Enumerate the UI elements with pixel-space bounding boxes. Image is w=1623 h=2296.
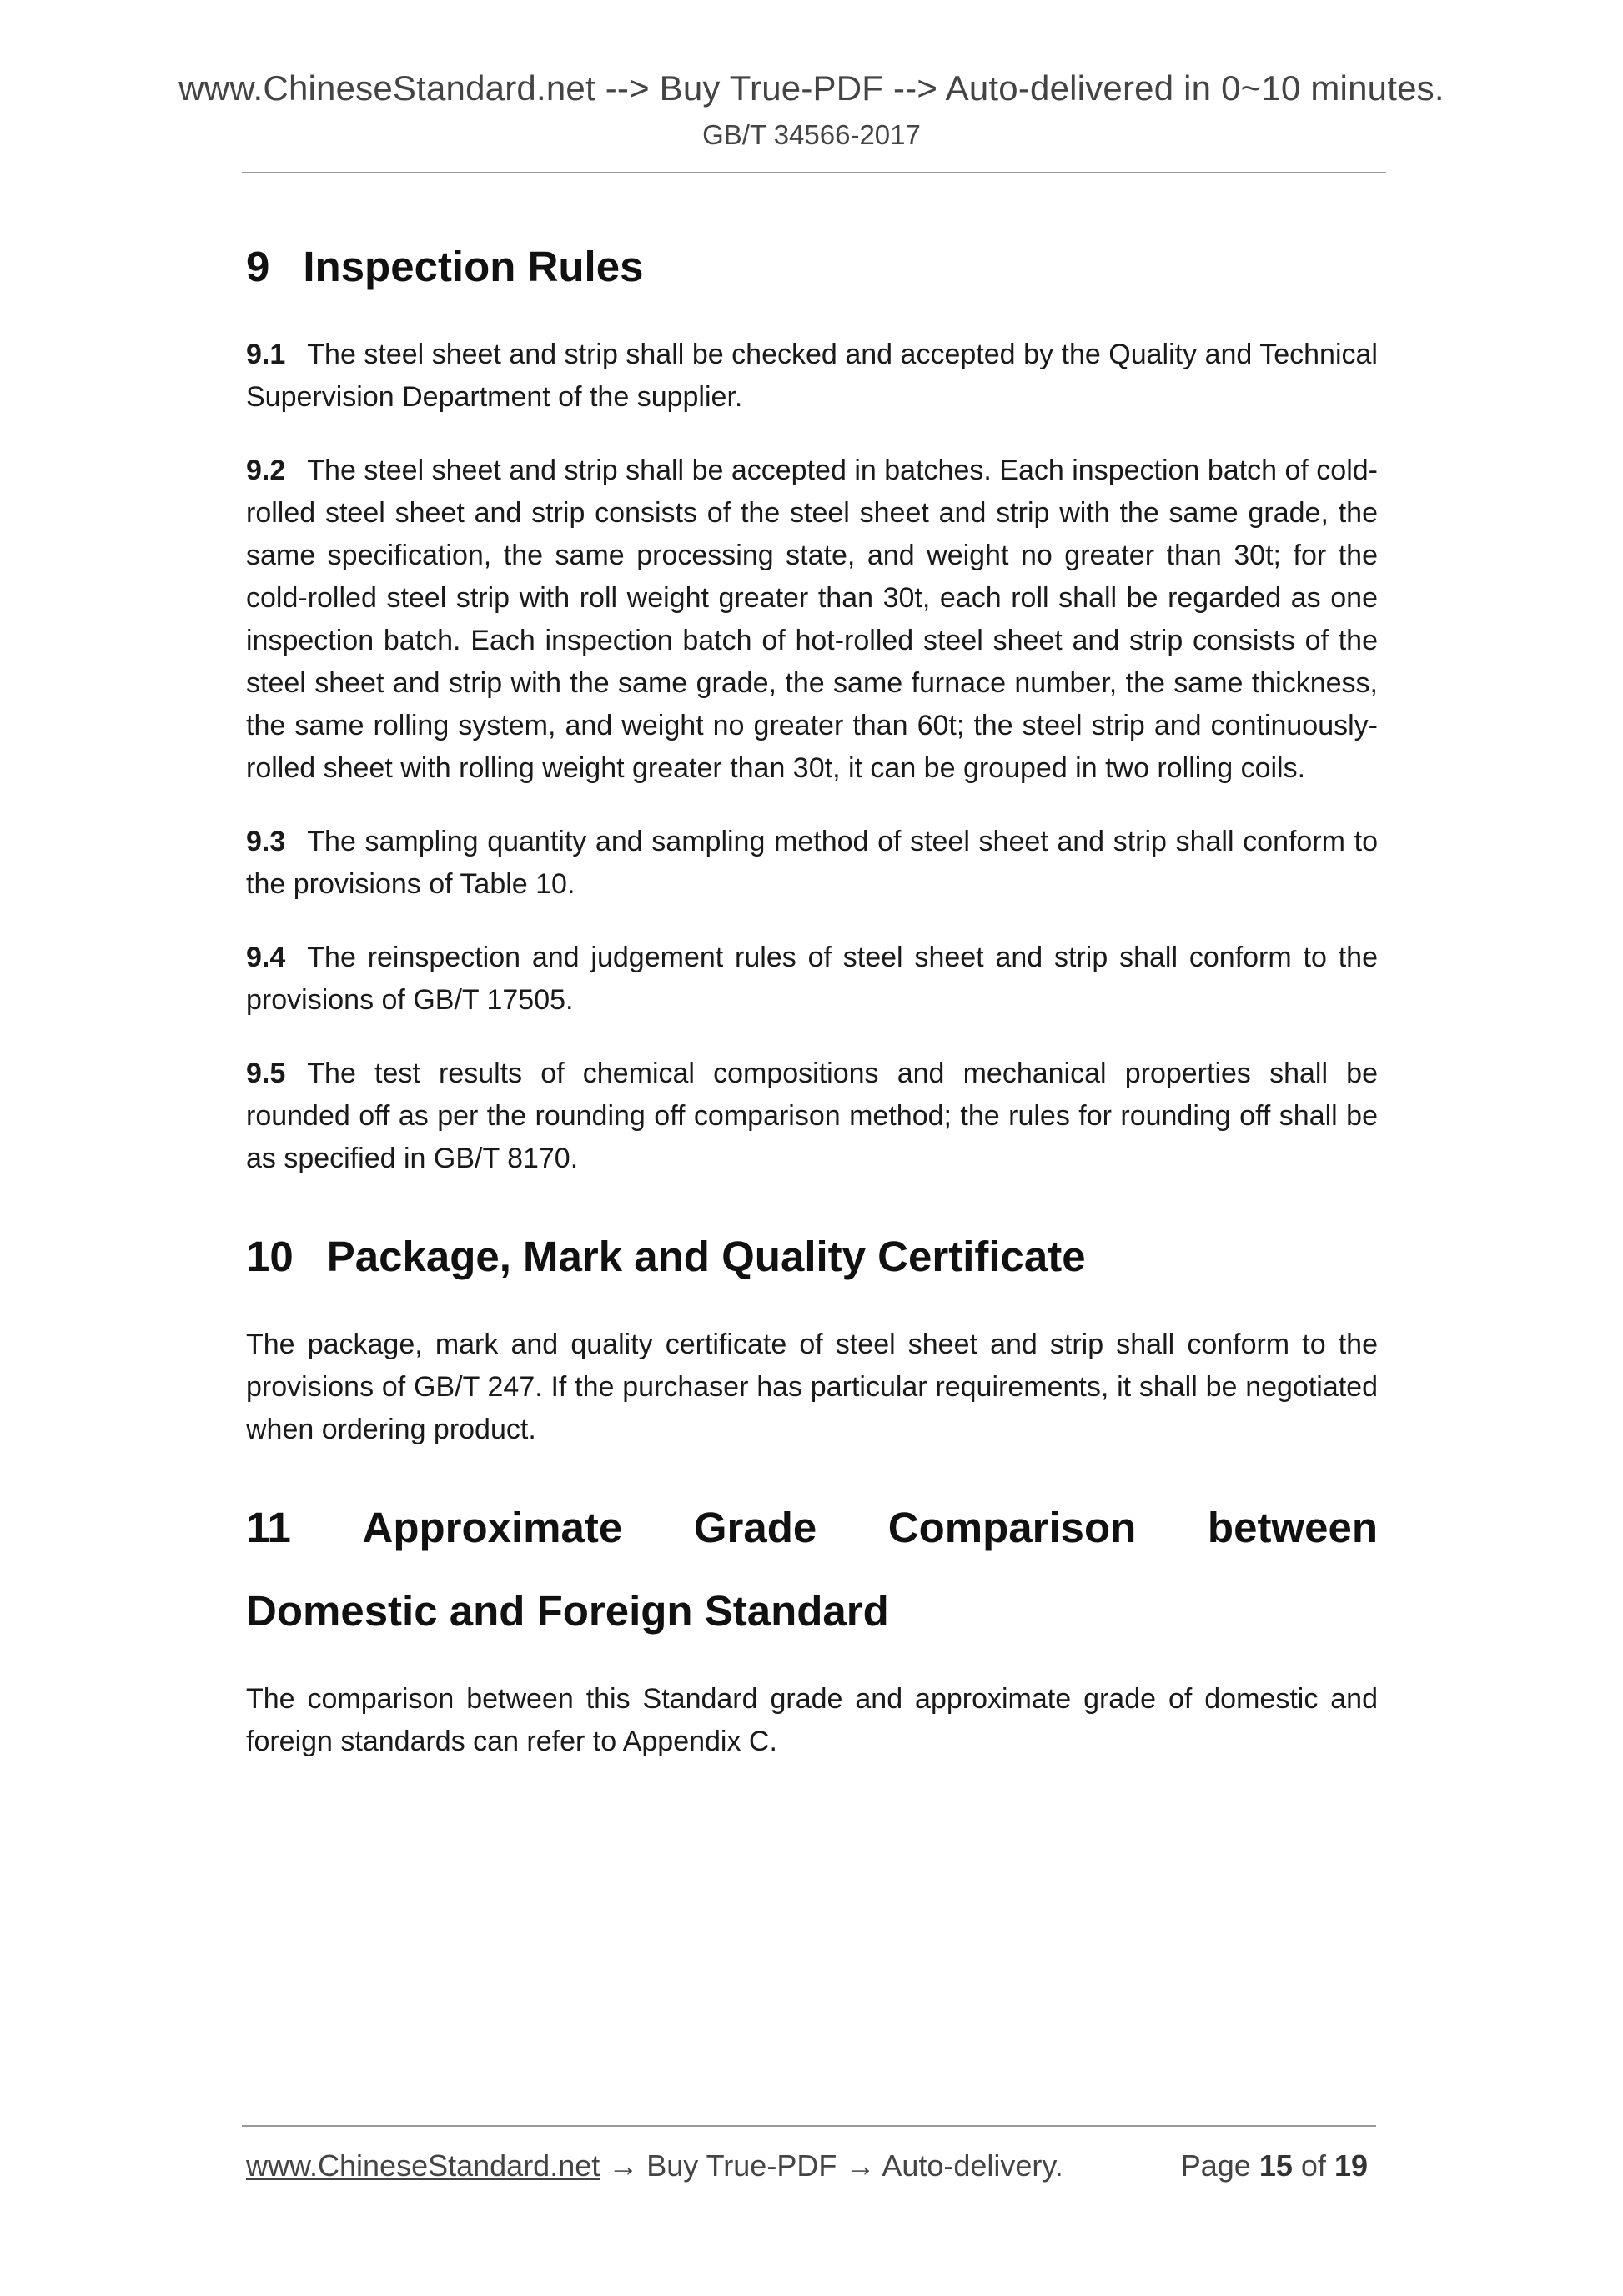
clause-9-1 [246, 334, 1378, 419]
page-current: 15 [1259, 2148, 1293, 2183]
title-word: Grade [693, 1504, 817, 1551]
section-11-title-line-2: Domestic and Foreign Standard [246, 1587, 889, 1635]
clause-text: The reinspection and judgement rules of steel sheet and strip shall conform to the provisions of GB/T 17505. [246, 942, 1378, 1016]
page-footer [246, 2145, 1368, 2187]
section-number: 10 [246, 1233, 294, 1280]
clause-9-4 [246, 937, 1378, 1022]
section-11-heading [246, 1486, 1378, 1653]
clause-text: The steel sheet and strip shall be accepted in batches. Each inspection batch of cold-rolled steel sheet and strip consists of the steel sheet and strip with the same grade, the same specification, the same processing state, and weight no greater than 30t; for the cold-rolled steel strip with roll weight greater than 30t, each roll shall be regarded as one inspection batch. Each inspection batch of hot-rolled steel sheet and strip consists of the steel sheet and strip with the same grade, the same furnace number, the same thickness, the same rolling system, and weight no greater than 60t; the steel strip and continuously-rolled sheet with rolling weight greater than 30t, it can be grouped in two rolling coils. [246, 455, 1378, 784]
page-label: Page [1180, 2148, 1251, 2183]
footer-site-link[interactable]: www.ChineseStandard.net [246, 2148, 600, 2183]
section-number: 9 [246, 243, 270, 290]
clause-number: 9.3 [246, 826, 286, 857]
clause-number: 9.1 [246, 339, 286, 370]
header-banner: www.ChineseStandard.net --> Buy True-PDF --> Auto-delivered in 0~10 minutes. [178, 68, 1445, 108]
clause-9-2 [246, 450, 1378, 790]
title-word: Comparison [887, 1504, 1137, 1551]
clause-number: 9.2 [246, 455, 286, 486]
footer-divider [242, 2125, 1376, 2127]
clause-number: 9.4 [246, 942, 286, 973]
header-divider [242, 172, 1386, 173]
clause-text: The test results of chemical compositions and mechanical properties shall be rounded off as per the rounding off comparison method; the rules for rounding off shall be as specified in GB/T 8170. [246, 1058, 1378, 1174]
section-11-title-line-1 [246, 1486, 1378, 1570]
page-body [246, 225, 1378, 1763]
clause-text: The sampling quantity and sampling method of steel sheet and strip shall conform to the provisions of Table 10. [246, 826, 1378, 900]
clause-9-5 [246, 1053, 1378, 1180]
title-word: between [1207, 1504, 1378, 1551]
section-10-heading [246, 1215, 1378, 1299]
page-counter [1181, 2145, 1368, 2187]
section-9-heading [246, 225, 1378, 309]
section-number: 11 [246, 1504, 291, 1551]
clause-9-3 [246, 821, 1378, 906]
section-title: Inspection Rules [303, 243, 644, 290]
page-of: of [1300, 2148, 1326, 2183]
clause-number: 9.5 [246, 1058, 286, 1089]
clause-text: The steel sheet and strip shall be checked and accepted by the Quality and Technical Supervision Department of the supplier. [246, 339, 1378, 413]
section-title: Package, Mark and Quality Certificate [326, 1233, 1086, 1280]
page-total: 19 [1334, 2148, 1368, 2183]
title-word: Approximate [362, 1504, 623, 1551]
section-11-text: The comparison between this Standard grade and approximate grade of domestic and foreign standards can refer to Appendix C. [246, 1683, 1378, 1757]
section-10-text: The package, mark and quality certificate of steel sheet and strip shall conform to the provisions of GB/T 247. If the purchaser has particular requirements, it shall be negotiated when ordering product. [246, 1329, 1378, 1445]
document-code: GB/T 34566-2017 [702, 119, 921, 150]
footer-tagline: → Buy True-PDF → Auto-delivery. [600, 2148, 1063, 2183]
